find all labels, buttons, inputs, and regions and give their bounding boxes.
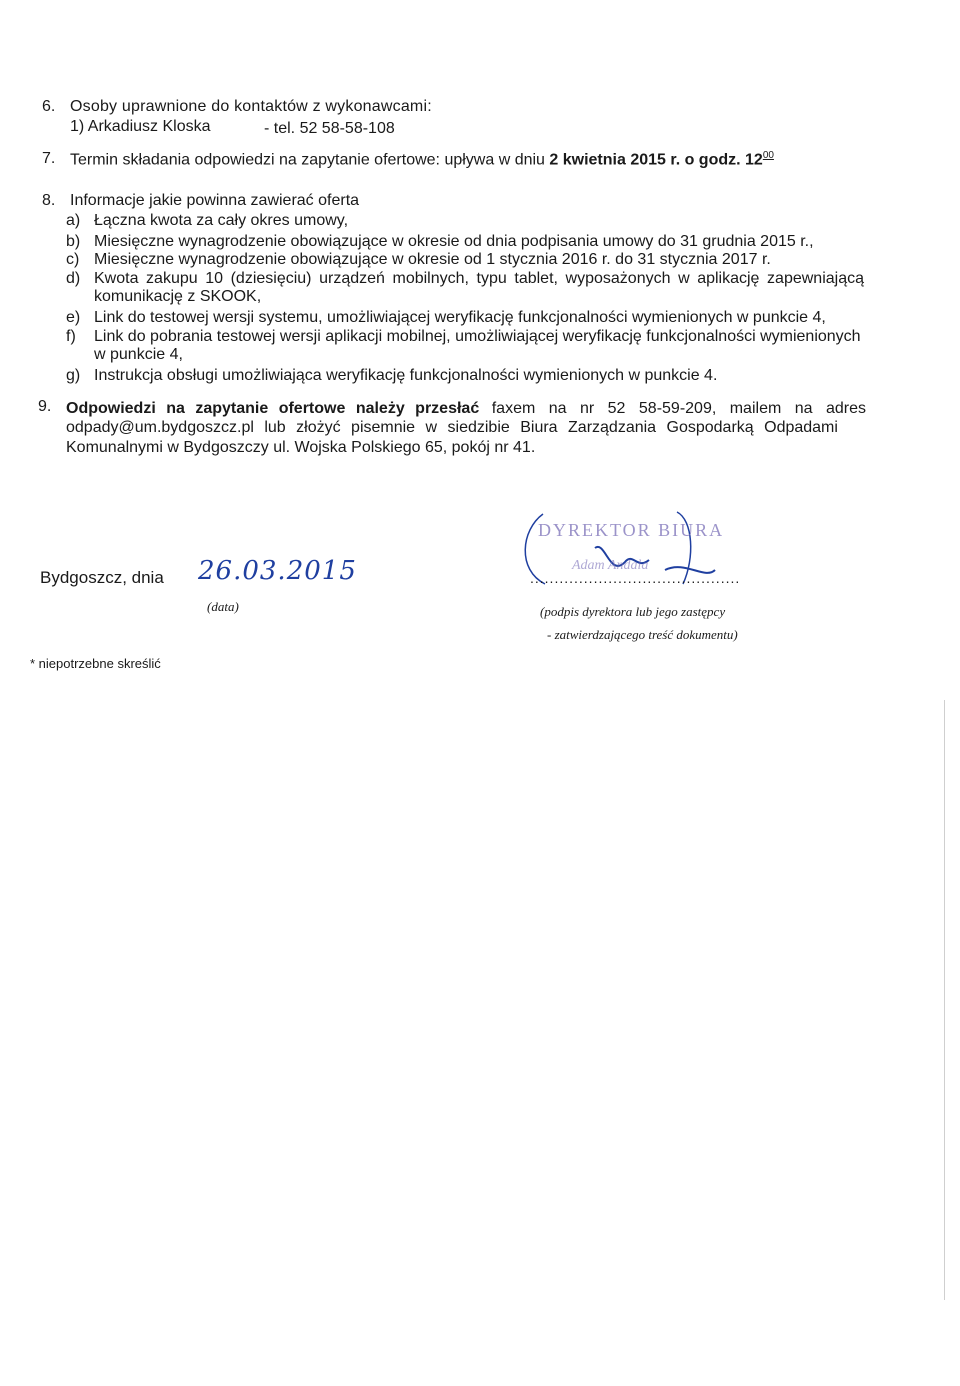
subitem-b-letter: b): [66, 233, 81, 250]
place-label: Bydgoszcz, dnia: [40, 568, 164, 587]
subitem-g-letter: g): [66, 367, 81, 384]
subitem-a-letter: a): [66, 212, 81, 229]
signature-dots: ...........................................: [530, 570, 741, 586]
signature-caption-line1: (podpis dyrektora lub jego zastępcy: [540, 604, 726, 619]
item-6-number: 6.: [42, 98, 56, 115]
subitem-f-letter: f): [66, 328, 76, 345]
item-9-line2: odpady@um.bydgoszcz.pl lub złożyć pisemnie w siedzibie Biura Zarządzania Gospodarką Odpadami: [66, 419, 838, 436]
item-7-number: 7.: [42, 150, 56, 167]
subitem-f-text-line1: Link do pobrania testowej wersji aplikacji mobilnej, umożliwiającej weryfikację funkcjonalności wymienionych: [94, 328, 861, 345]
subitem-d-text-line2: komunikację z SKOOK,: [94, 288, 262, 305]
item-7-deadline: 2 kwietnia 2015 r. o godz. 12: [549, 151, 763, 169]
item-8-title: Informacje jakie powinna zawierać oferta: [70, 192, 360, 209]
item-7-deadline-minutes: 00: [762, 150, 774, 161]
subitem-c-letter: c): [66, 251, 80, 268]
item-7-text-before: Termin składania odpowiedzi na zapytanie ofertowe: upływa w dniu: [70, 151, 545, 169]
item-9-line1-rest: faxem na nr 52 58-59-209, mailem na adres: [491, 400, 866, 417]
item-7-text: [70, 150, 774, 169]
subitem-a-text: Łączna kwota za cały okres umowy,: [94, 212, 349, 229]
subitem-d-text-line1: Kwota zakupu 10 (dziesięciu) urządzeń mobilnych, typu tablet, wyposażonych w aplikację zapewniającą: [94, 270, 864, 287]
subitem-g-text: Instrukcja obsługi umożliwiająca weryfikację funkcjonalności wymienionych w punkcie 4.: [94, 367, 718, 384]
contact-name: 1) Arkadiusz Kloska: [70, 118, 211, 135]
contact-phone: - tel. 52 58-58-108: [264, 120, 395, 137]
item-9-number: 9.: [38, 398, 52, 415]
stamp-title: DYREKTOR BIURA: [538, 520, 725, 540]
handwritten-date: 26.03.2015: [198, 556, 357, 586]
footnote: * niepotrzebne skreślić: [30, 656, 161, 671]
subitem-e-letter: e): [66, 309, 81, 326]
item-8-number: 8.: [42, 192, 56, 209]
item-9-bold-start: Odpowiedzi na zapytanie ofertowe należy przesłać: [66, 400, 480, 417]
subitem-c-text: Miesięczne wynagrodzenie obowiązujące w okresie od 1 stycznia 2016 r. do 31 stycznia 2017 r.: [94, 251, 771, 268]
scan-artifact: [944, 700, 945, 1300]
item-6-title: Osoby uprawnione do kontaktów z wykonawcami:: [70, 98, 432, 115]
subitem-e-text: Link do testowej wersji systemu, umożliwiającej weryfikację funkcjonalności wymienionych w punkcie 4,: [94, 309, 826, 326]
item-9-line1: [66, 400, 866, 418]
stamp-graphic: [515, 500, 755, 610]
stamp-name: Adam Andala: [572, 558, 649, 573]
subitem-f-text-line2: w punkcie 4,: [94, 346, 183, 363]
date-caption: (data): [207, 599, 239, 614]
signature-caption-line2: - zatwierdzającego treść dokumentu): [547, 627, 738, 642]
subitem-b-text: Miesięczne wynagrodzenie obowiązujące w okresie od dnia podpisania umowy do 31 grudnia 2015 r.,: [94, 233, 814, 250]
item-9-line3: Komunalnymi w Bydgoszczy ul. Wojska Polskiego 65, pokój nr 41.: [66, 439, 536, 456]
subitem-d-letter: d): [66, 270, 81, 287]
